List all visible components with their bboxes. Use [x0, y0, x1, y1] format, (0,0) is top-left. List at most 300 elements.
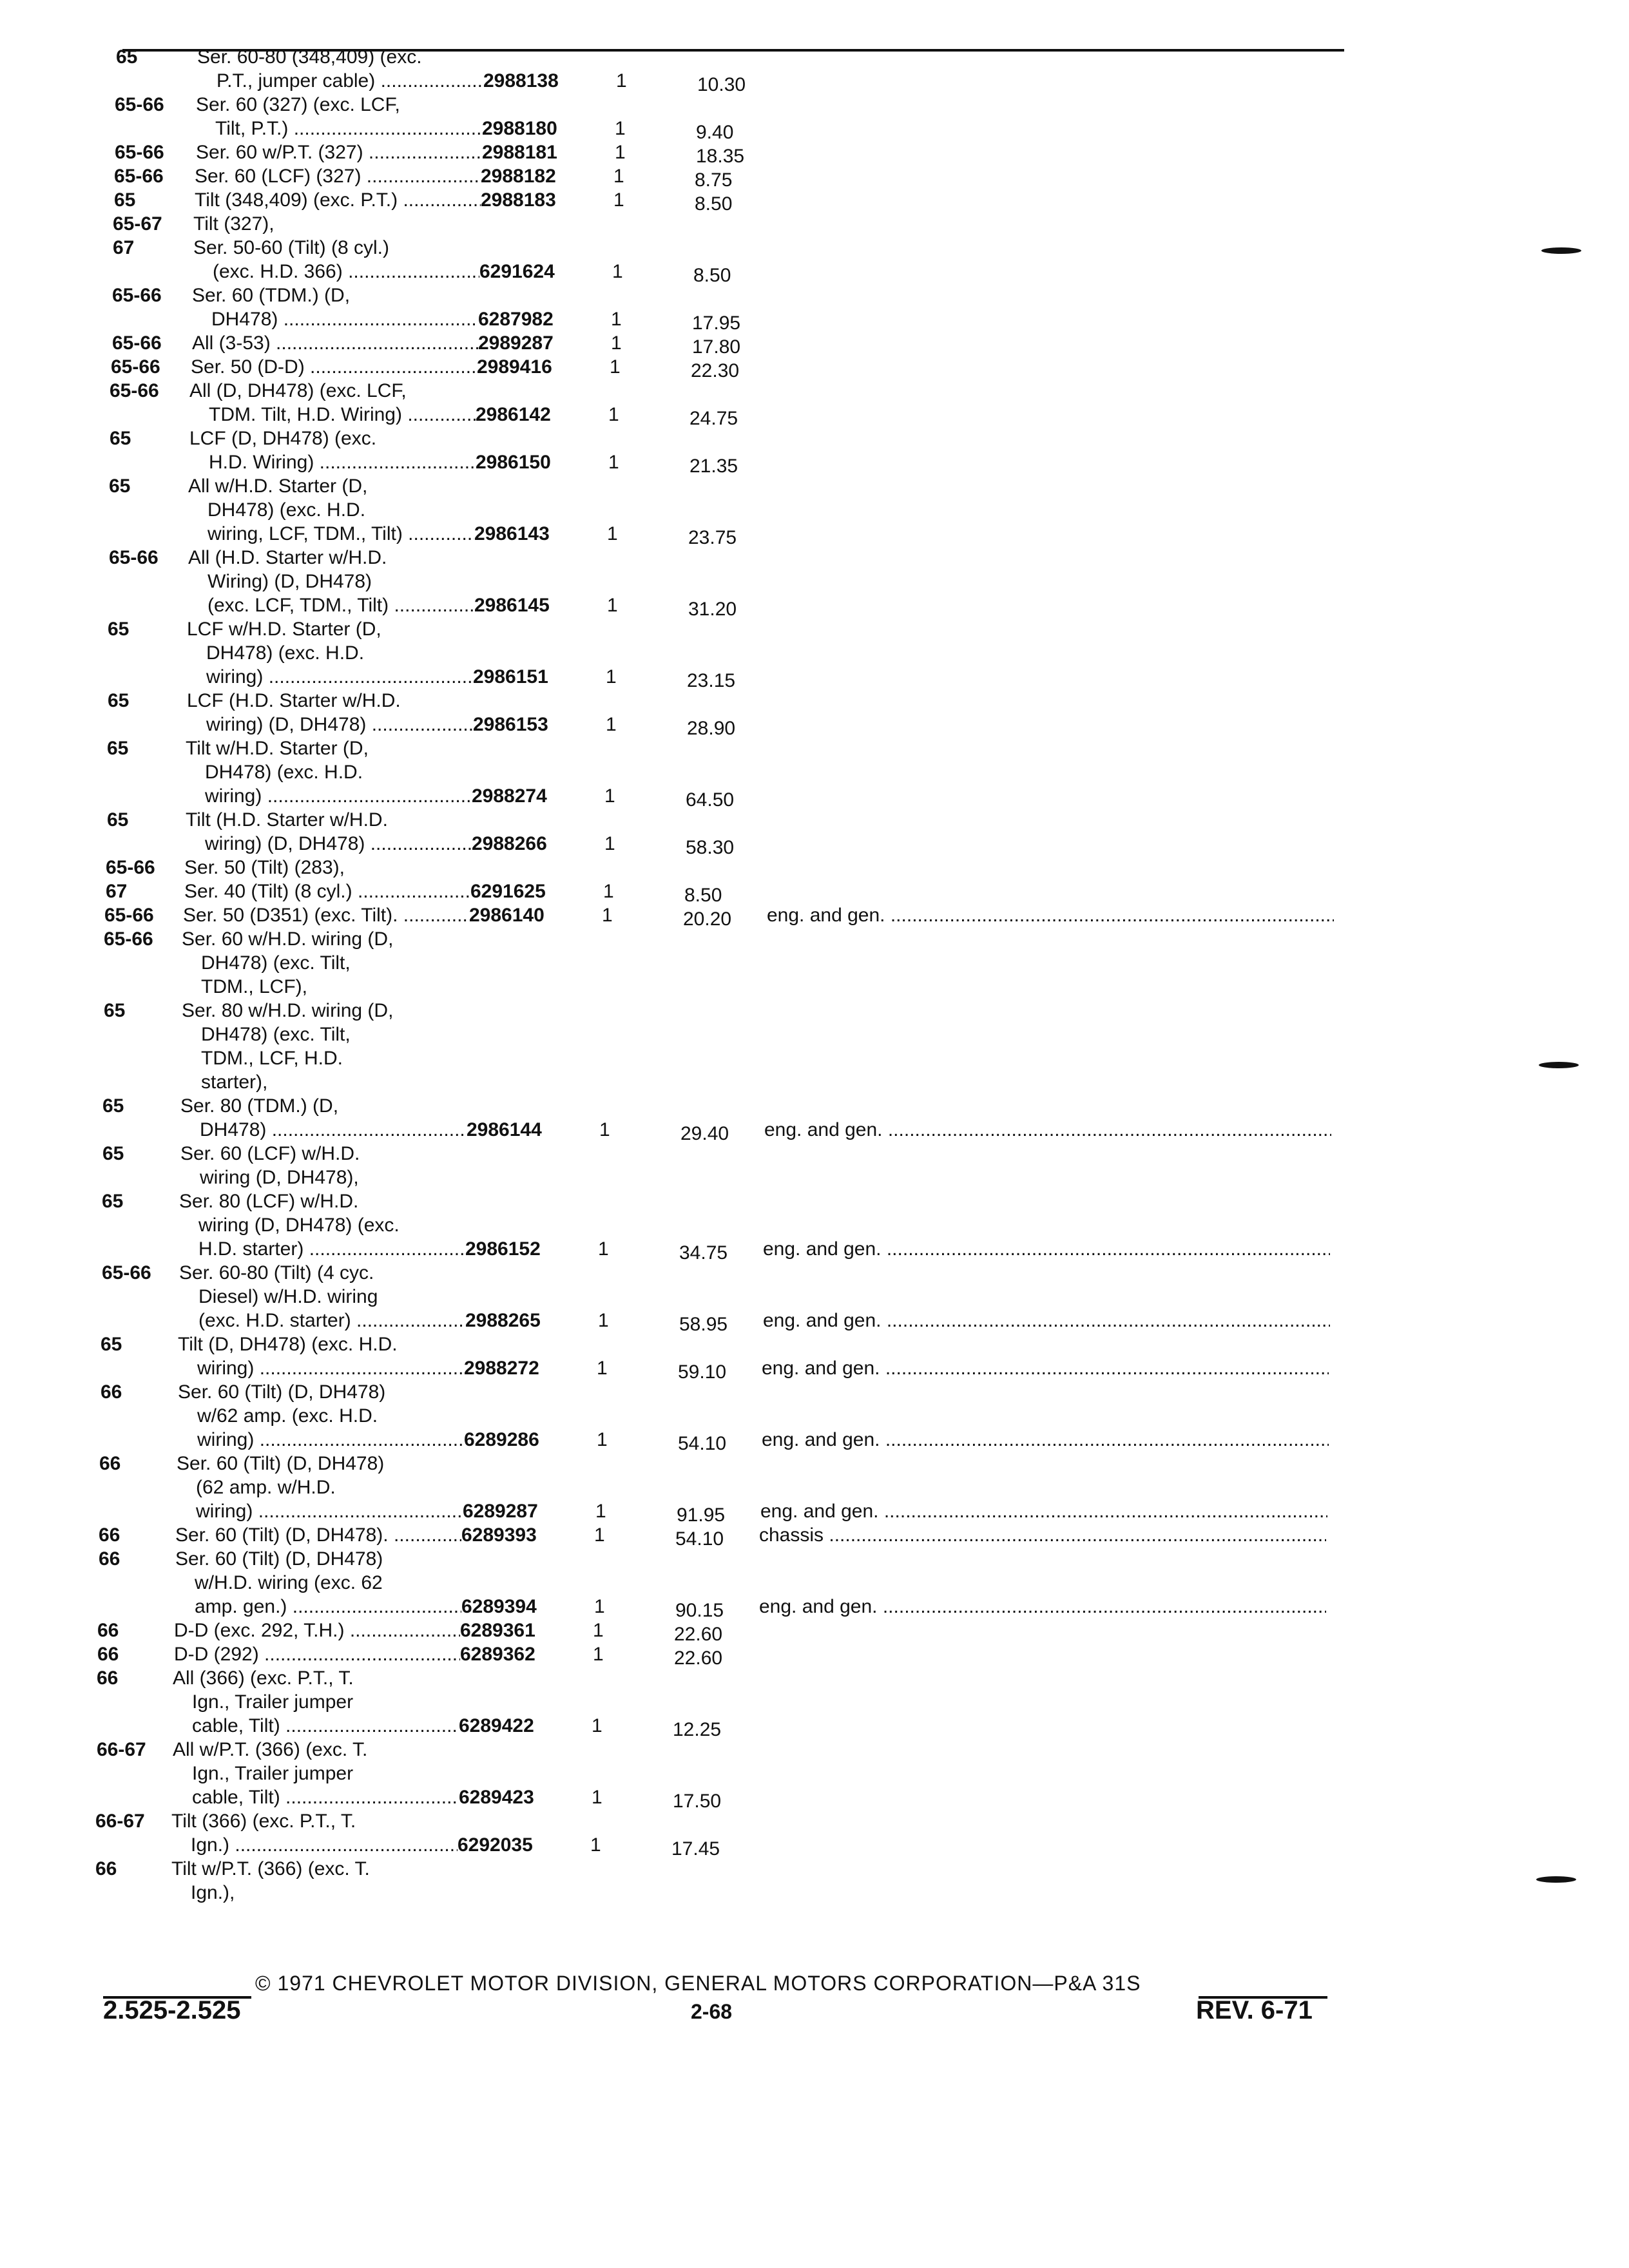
- model-year: 65: [102, 1191, 124, 1212]
- quantity: 1: [590, 1834, 601, 1856]
- description-line: DH478) (exc. Tilt,: [201, 952, 351, 974]
- quantity: 1: [607, 523, 618, 544]
- part-number: 6289362: [460, 1644, 535, 1665]
- application-description: [188, 546, 474, 617]
- application-description: [174, 1619, 460, 1642]
- application-description: [195, 188, 481, 212]
- description-line: amp. gen.) .....: [175, 1595, 461, 1619]
- list-price: 90.15: [675, 1600, 724, 1621]
- application-description: [179, 1261, 465, 1332]
- quantity: 1: [613, 166, 624, 187]
- description-line: Tilt w/P.T. (366) (exc. T.: [171, 1858, 370, 1879]
- part-number: 6289286: [464, 1429, 539, 1450]
- part-number: 6289393: [461, 1524, 537, 1546]
- catalog-entry: [0, 236, 1629, 284]
- usage-note: eng. and gen. .....: [763, 1309, 1330, 1332]
- list-price: 12.25: [673, 1719, 722, 1740]
- usage-note: eng. and gen. .....: [759, 1595, 1326, 1619]
- part-number: 2988183: [481, 189, 556, 211]
- model-year: 65-66: [102, 1262, 151, 1283]
- application-description: [197, 45, 483, 93]
- description-line: Ser. 50-60 (Tilt) (8 cyl.): [193, 237, 389, 258]
- description-line: Ser. 80 (LCF) w/H.D.: [179, 1191, 359, 1212]
- list-price: 8.50: [693, 265, 731, 286]
- description-line: wiring) .....: [186, 784, 472, 808]
- description-line: starter),: [201, 1072, 268, 1093]
- model-year: 67: [113, 237, 135, 258]
- quantity: 1: [603, 881, 614, 902]
- description-line: H.D. starter) .....: [179, 1237, 465, 1261]
- usage-note: chassis .....: [759, 1523, 1326, 1547]
- model-year: 65-66: [109, 547, 159, 568]
- part-number: 2989287: [478, 332, 554, 354]
- list-price: 8.75: [695, 169, 733, 191]
- description-line: (62 amp. w/H.D.: [196, 1477, 336, 1498]
- description-line: Ser. 60-80 (Tilt) (4 cyc.: [179, 1262, 374, 1283]
- part-number: 6291625: [470, 881, 546, 902]
- part-number: 6289287: [463, 1501, 538, 1522]
- application-description: [175, 1547, 461, 1619]
- model-year: 65: [101, 1334, 122, 1355]
- description-line: Ser. 60 w/P.T. (327) .....: [196, 140, 482, 164]
- description-line: Ser. 60 (Tilt) (D, DH478). .....: [175, 1523, 461, 1547]
- description-line: Ign.) .....: [171, 1833, 458, 1857]
- description-line: Tilt (327),: [193, 213, 275, 235]
- model-year: 65-66: [104, 905, 154, 926]
- application-description: [179, 1189, 465, 1261]
- description-line: Ser. 50 (D351) (exc. Tilt). .....: [183, 903, 469, 927]
- description-line: All (366) (exc. P.T., T.: [173, 1667, 354, 1689]
- description-line: Tilt (348,409) (exc. P.T.) .....: [195, 188, 481, 212]
- list-price: 21.35: [689, 456, 738, 477]
- catalog-entry: [0, 1642, 1629, 1669]
- application-description: [195, 164, 481, 188]
- usage-note: eng. and gen. .....: [764, 1118, 1331, 1142]
- list-price: 17.80: [692, 336, 741, 358]
- quantity: 1: [604, 833, 615, 854]
- part-number: 2986143: [474, 523, 550, 544]
- list-price: 28.90: [687, 718, 736, 739]
- description-line: All w/P.T. (366) (exc. T.: [173, 1739, 368, 1760]
- list-price: 20.20: [683, 908, 732, 930]
- catalog-entry: [0, 879, 1629, 906]
- model-year: 66: [99, 1453, 121, 1474]
- catalog-entry: [0, 1738, 1629, 1812]
- description-line: P.T., jumper cable) .....: [197, 69, 483, 93]
- description-line: Ser. 80 w/H.D. wiring (D,: [182, 1000, 394, 1021]
- catalog-entry: [0, 1619, 1629, 1645]
- list-price: 22.30: [691, 360, 740, 381]
- description-line: DH478) (exc. H.D.: [207, 499, 366, 521]
- quantity: 1: [606, 666, 617, 687]
- quantity: 1: [610, 356, 621, 378]
- description-line: H.D. Wiring) .....: [189, 450, 476, 474]
- quantity: 1: [598, 1238, 609, 1260]
- catalog-entry: [0, 736, 1629, 811]
- description-line: Ser. 80 (TDM.) (D,: [180, 1095, 339, 1117]
- description-line: (exc. H.D. starter) .....: [179, 1309, 465, 1332]
- model-year: 66: [97, 1644, 119, 1665]
- model-year: 65-66: [104, 928, 153, 950]
- model-year: 66-67: [97, 1739, 146, 1760]
- catalog-entry: [0, 1261, 1629, 1335]
- part-number: 2988272: [464, 1358, 539, 1379]
- page-number: 2-68: [691, 2000, 733, 2023]
- application-description: [189, 427, 476, 474]
- part-number: 2988266: [472, 833, 547, 854]
- quantity: 1: [608, 452, 619, 473]
- catalog-entry: [0, 1809, 1629, 1860]
- list-price: 91.95: [677, 1504, 726, 1526]
- description-line: Wiring) (D, DH478): [207, 571, 372, 592]
- catalog-entry: [0, 617, 1629, 689]
- description-line: wiring) .....: [187, 665, 473, 689]
- catalog-entry: [0, 903, 1629, 930]
- part-number: 2986144: [467, 1119, 542, 1140]
- description-line: wiring (D, DH478),: [200, 1167, 359, 1188]
- description-line: LCF (D, DH478) (exc.: [189, 428, 377, 449]
- application-description: [171, 1857, 458, 1905]
- description-line: DH478) (exc. H.D.: [206, 642, 365, 664]
- model-year: 66: [99, 1548, 120, 1570]
- part-number: 2988181: [482, 142, 557, 163]
- quantity: 1: [608, 404, 619, 425]
- part-number: 2988182: [481, 166, 556, 187]
- description-line: wiring) .....: [178, 1428, 464, 1452]
- part-number: 2988138: [483, 70, 559, 91]
- model-year: 65-66: [115, 94, 164, 115]
- application-description: [193, 212, 479, 236]
- catalog-entry: [0, 140, 1629, 167]
- application-description: [184, 879, 470, 903]
- quantity: 1: [592, 1787, 602, 1808]
- catalog-entry: [0, 1857, 1629, 1905]
- catalog-entry: [0, 212, 1629, 236]
- model-year: 65-67: [113, 213, 162, 235]
- model-year: 65: [102, 1143, 124, 1164]
- list-price: 24.75: [689, 408, 738, 429]
- binding-mark: [1539, 1062, 1579, 1068]
- description-line: TDM., LCF),: [201, 976, 307, 997]
- description-line: Tilt (D, DH478) (exc. H.D.: [178, 1334, 398, 1355]
- catalog-entry: [0, 1142, 1629, 1189]
- application-description: [182, 999, 468, 1094]
- list-price: 54.10: [675, 1528, 724, 1550]
- model-year: 66: [97, 1667, 119, 1689]
- application-description: [187, 617, 473, 689]
- catalog-entry: [0, 284, 1629, 334]
- application-description: [178, 1380, 464, 1452]
- quantity: 1: [615, 118, 626, 139]
- application-description: [173, 1738, 459, 1809]
- catalog-entry: [0, 927, 1629, 999]
- catalog-entry: [0, 427, 1629, 477]
- section-code: 2.525-2.525: [103, 1996, 241, 2024]
- model-year: 65: [116, 46, 138, 68]
- description-line: wiring) (D, DH478) .....: [186, 832, 472, 856]
- list-price: 17.45: [671, 1838, 720, 1860]
- part-number: 2986152: [465, 1238, 541, 1260]
- application-description: [178, 1332, 464, 1380]
- description-line: Ser. 60 (LCF) w/H.D.: [180, 1143, 360, 1164]
- list-price: 8.50: [684, 885, 722, 906]
- quantity: 1: [602, 905, 613, 926]
- description-line: TDM. Tilt, H.D. Wiring) .....: [189, 403, 476, 427]
- application-description: [186, 736, 472, 808]
- list-price: 8.50: [695, 193, 733, 215]
- catalog-entry: [0, 1547, 1629, 1619]
- part-number: 6289422: [459, 1715, 534, 1736]
- list-price: 64.50: [686, 789, 735, 811]
- description-line: Ser. 60-80 (348,409) (exc.: [197, 46, 422, 68]
- part-number: 2988265: [465, 1310, 541, 1331]
- description-line: Ser. 40 (Tilt) (8 cyl.) .....: [184, 879, 470, 903]
- model-year: 66: [99, 1524, 120, 1546]
- description-line: LCF w/H.D. Starter (D,: [187, 619, 381, 640]
- catalog-entry: [0, 856, 1629, 879]
- part-number: 6287982: [478, 309, 554, 330]
- description-line: Tilt w/H.D. Starter (D,: [186, 738, 369, 759]
- part-number: 2986153: [473, 714, 548, 735]
- catalog-entry: [0, 355, 1629, 379]
- list-price: 54.10: [678, 1433, 727, 1454]
- quantity: 1: [599, 1119, 610, 1140]
- list-price: 10.30: [697, 74, 746, 95]
- model-year: 65: [108, 690, 130, 711]
- part-number: 6291624: [479, 261, 555, 282]
- model-year: 65-66: [112, 332, 162, 354]
- list-price: 31.20: [688, 599, 737, 620]
- description-line: DH478) (exc. H.D.: [205, 762, 363, 783]
- description-line: wiring) .....: [178, 1356, 464, 1380]
- description-line: Diesel) w/H.D. wiring: [198, 1286, 378, 1307]
- list-price: 23.15: [687, 670, 736, 691]
- part-number: 2986140: [469, 905, 545, 926]
- application-description: [191, 355, 477, 379]
- catalog-entry: [0, 1666, 1629, 1738]
- part-number: 6289394: [461, 1596, 537, 1617]
- catalog-entry: [0, 546, 1629, 620]
- catalog-entry: [0, 1189, 1629, 1264]
- quantity: 1: [593, 1620, 604, 1641]
- description-line: Ser. 60 (Tilt) (D, DH478): [178, 1381, 386, 1403]
- model-year: 65-66: [106, 857, 155, 878]
- model-year: 65: [109, 476, 131, 497]
- quantity: 1: [594, 1524, 605, 1546]
- list-price: 34.75: [679, 1242, 728, 1264]
- model-year: 65: [102, 1095, 124, 1117]
- description-line: wiring, LCF, TDM., Tilt) .....: [188, 522, 474, 546]
- description-line: Ser. 60 (LCF) (327) .....: [195, 164, 481, 188]
- quantity: 1: [604, 785, 615, 807]
- application-description: [189, 379, 476, 427]
- list-price: 22.60: [674, 1624, 723, 1645]
- description-line: (exc. LCF, TDM., Tilt) .....: [188, 593, 474, 617]
- model-year: 65-66: [115, 142, 164, 163]
- description-line: All (3-53) .....: [192, 331, 478, 355]
- description-line: DH478) .....: [192, 307, 478, 331]
- description-line: DH478) .....: [180, 1118, 467, 1142]
- model-year: 66: [101, 1381, 122, 1403]
- part-number: 6289361: [460, 1620, 535, 1641]
- catalog-entry: [0, 379, 1629, 427]
- description-line: D-D (exc. 292, T.H.) .....: [174, 1619, 460, 1642]
- part-number: 2989416: [477, 356, 552, 378]
- catalog-entry: [0, 689, 1629, 739]
- list-price: 59.10: [678, 1361, 727, 1383]
- binding-mark: [1536, 1876, 1576, 1883]
- parts-catalog-list: [0, 45, 1629, 1905]
- model-year: 65-66: [114, 166, 164, 187]
- description-line: Ser. 50 (Tilt) (283),: [184, 857, 345, 878]
- application-description: [177, 1452, 463, 1523]
- application-description: [192, 331, 478, 355]
- model-year: 67: [106, 881, 128, 902]
- application-description: [182, 927, 468, 999]
- quantity: 1: [612, 261, 623, 282]
- catalog-entry: [0, 164, 1629, 191]
- part-number: 2986145: [474, 595, 550, 616]
- list-price: 58.95: [679, 1314, 728, 1335]
- description-line: All w/H.D. Starter (D,: [188, 476, 368, 497]
- description-line: Ign.),: [191, 1882, 235, 1903]
- description-line: (exc. H.D. 366) .....: [193, 260, 479, 284]
- list-price: 18.35: [696, 146, 745, 167]
- quantity: 1: [592, 1715, 602, 1736]
- application-description: [183, 903, 469, 927]
- application-description: [188, 474, 474, 546]
- description-line: All (H.D. Starter w/H.D.: [188, 547, 387, 568]
- description-line: Tilt (366) (exc. P.T., T.: [171, 1811, 356, 1832]
- application-description: [184, 856, 470, 879]
- description-line: Ign., Trailer jumper: [192, 1691, 354, 1713]
- description-line: Ser. 60 w/H.D. wiring (D,: [182, 928, 394, 950]
- application-description: [187, 689, 473, 736]
- list-price: 58.30: [686, 837, 735, 858]
- catalog-entry: [0, 999, 1629, 1094]
- model-year: 65: [107, 738, 129, 759]
- part-number: 2988274: [472, 785, 547, 807]
- part-number: 2986151: [473, 666, 548, 687]
- quantity: 1: [594, 1596, 605, 1617]
- application-description: [180, 1142, 467, 1189]
- quantity: 1: [597, 1358, 608, 1379]
- description-line: LCF (H.D. Starter w/H.D.: [187, 690, 401, 711]
- model-year: 65-66: [110, 380, 159, 401]
- application-description: [186, 808, 472, 856]
- application-description: [173, 1666, 459, 1738]
- usage-note: eng. and gen. .....: [762, 1356, 1329, 1380]
- part-number: 6292035: [458, 1834, 533, 1856]
- quantity: 1: [597, 1429, 608, 1450]
- description-line: wiring) .....: [177, 1499, 463, 1523]
- quantity: 1: [607, 595, 618, 616]
- model-year: 66: [97, 1620, 119, 1641]
- revision-label: REV. 6-71: [1196, 1996, 1313, 2024]
- catalog-entry: [0, 93, 1629, 143]
- description-line: wiring (D, DH478) (exc.: [198, 1215, 400, 1236]
- quantity: 1: [611, 332, 622, 354]
- application-description: [175, 1523, 461, 1547]
- list-price: 23.75: [688, 527, 737, 548]
- application-description: [171, 1809, 458, 1857]
- catalog-entry: [0, 1523, 1629, 1550]
- catalog-entry: [0, 1094, 1629, 1142]
- catalog-entry: [0, 331, 1629, 358]
- binding-mark: [1541, 247, 1581, 254]
- description-line: Ign., Trailer jumper: [192, 1763, 354, 1784]
- quantity: 1: [615, 142, 626, 163]
- model-year: 65: [104, 1000, 126, 1021]
- catalog-entry: [0, 1452, 1629, 1526]
- description-line: D-D (292) .....: [174, 1642, 460, 1666]
- application-description: [196, 93, 482, 140]
- application-description: [174, 1642, 460, 1666]
- list-price: 22.60: [674, 1648, 723, 1669]
- description-line: w/62 amp. (exc. H.D.: [197, 1405, 378, 1427]
- model-year: 65: [114, 189, 136, 211]
- model-year: 65: [110, 428, 131, 449]
- part-number: 2986150: [476, 452, 551, 473]
- quantity: 1: [606, 714, 617, 735]
- usage-note: eng. and gen. .....: [763, 1237, 1330, 1261]
- application-description: [180, 1094, 467, 1142]
- description-line: Ser. 60 (327) (exc. LCF,: [196, 94, 400, 115]
- catalog-entry: [0, 1332, 1629, 1383]
- description-line: w/H.D. wiring (exc. 62: [195, 1572, 383, 1593]
- catalog-entry: [0, 474, 1629, 546]
- description-line: cable, Tilt) .....: [173, 1785, 459, 1809]
- part-number: 2988180: [482, 118, 557, 139]
- description-line: cable, Tilt) .....: [173, 1714, 459, 1738]
- catalog-entry: [0, 188, 1629, 215]
- description-line: wiring) (D, DH478) .....: [187, 713, 473, 736]
- catalog-entry: [0, 45, 1629, 93]
- quantity: 1: [616, 70, 627, 91]
- application-description: [192, 284, 478, 331]
- description-line: Tilt, P.T.) .....: [196, 117, 482, 140]
- model-year: 65: [107, 809, 129, 831]
- quantity: 1: [598, 1310, 609, 1331]
- list-price: 9.40: [696, 122, 734, 143]
- part-number: 6289423: [459, 1787, 534, 1808]
- description-line: Ser. 60 (Tilt) (D, DH478): [177, 1453, 385, 1474]
- quantity: 1: [595, 1501, 606, 1522]
- description-line: Ser. 50 (D-D) .....: [191, 355, 477, 379]
- usage-note: eng. and gen. .....: [767, 903, 1334, 927]
- quantity: 1: [593, 1644, 604, 1665]
- quantity: 1: [611, 309, 622, 330]
- catalog-entry: [0, 808, 1629, 856]
- model-year: 65: [108, 619, 130, 640]
- description-line: Ser. 60 (Tilt) (D, DH478): [175, 1548, 383, 1570]
- part-number: 2986142: [476, 404, 551, 425]
- list-price: 17.95: [692, 312, 741, 334]
- list-price: 17.50: [673, 1791, 722, 1812]
- quantity: 1: [613, 189, 624, 211]
- model-year: 66-67: [95, 1811, 145, 1832]
- application-description: [193, 236, 479, 284]
- description-line: All (D, DH478) (exc. LCF,: [189, 380, 407, 401]
- description-line: TDM., LCF, H.D.: [201, 1048, 343, 1069]
- description-line: Ser. 60 (TDM.) (D,: [192, 285, 351, 306]
- list-price: 29.40: [680, 1123, 729, 1144]
- description-line: Tilt (H.D. Starter w/H.D.: [186, 809, 388, 831]
- catalog-entry: [0, 1380, 1629, 1452]
- usage-note: eng. and gen. .....: [762, 1428, 1329, 1452]
- model-year: 65-66: [112, 285, 162, 306]
- usage-note: eng. and gen. .....: [760, 1499, 1327, 1523]
